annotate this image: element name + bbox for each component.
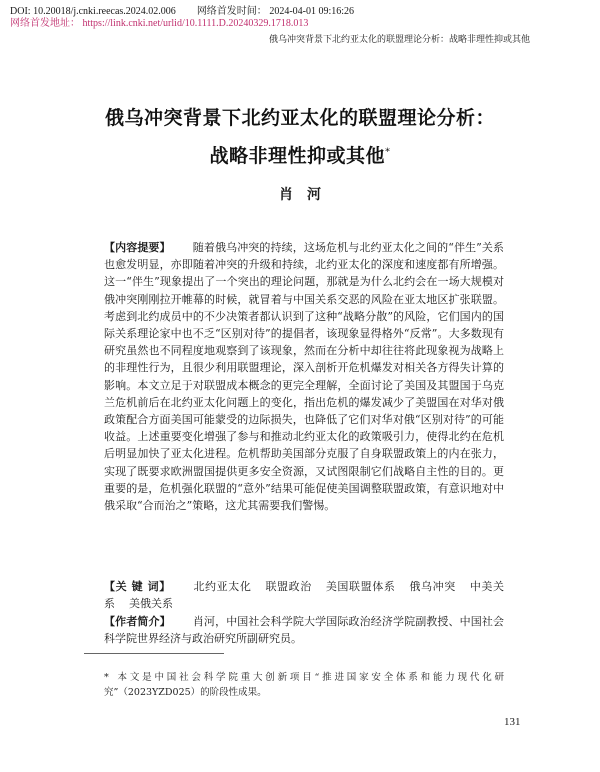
published-label: 网络首发时间： — [196, 6, 267, 17]
running-title: 俄乌冲突背景下北约亚太化的联盟理论分析：战略非理性抑或其他 — [268, 35, 530, 45]
url-label: 网络首发地址： — [10, 18, 80, 29]
article-title-line2 — [0, 141, 600, 168]
abstract — [104, 239, 504, 514]
footnote-text: 本文是中国社会科学院重大创新项目“推进国家安全体系和能力现代化研究”（2023YZD025）的阶段性成果。 — [104, 672, 504, 698]
footnote — [104, 670, 504, 700]
author-bio — [104, 613, 504, 647]
doi-value[interactable]: 10.20018/j.cnki.reecas.2024.02.006 — [33, 6, 176, 17]
title-line1-text: 俄乌冲突背景下北约亚太化的联盟理论分析： — [104, 107, 495, 129]
footnote-divider — [84, 653, 224, 654]
keyword: 北约亚太化 — [192, 580, 252, 593]
keyword: 联盟政治 — [265, 580, 312, 593]
doi-label: DOI: — [10, 6, 31, 17]
keyword: 中美关系 — [104, 580, 505, 611]
url-link[interactable]: https://link.cnki.net/urlid/10.1111.D.20240329.1718.013 — [82, 18, 309, 29]
abstract-label: 【内容提要】 — [104, 241, 171, 254]
article-title-line1 — [0, 103, 600, 130]
author-bio-label: 【作者简介】 — [104, 615, 171, 628]
published-time: 2024-04-01 09:16:26 — [269, 6, 355, 17]
keyword: 美国联盟体系 — [325, 580, 396, 593]
keyword: 俄乌冲突 — [409, 580, 456, 593]
cnki-url-line — [10, 18, 308, 29]
keywords-label: 【关 键 词】 — [104, 580, 171, 593]
footnote-mark: * — [104, 672, 109, 683]
title-line2-text: 战略非理性抑或其他 — [209, 145, 385, 167]
keywords — [104, 578, 504, 612]
author-bio-text: 肖河，中国社会科学院大学国际政治经济学院副教授、中国社会科学院世界经济与政治研究所副研究员。 — [104, 615, 505, 646]
title-footnote-mark[interactable]: * — [385, 146, 391, 158]
cnki-doi-line — [10, 6, 354, 17]
author-name: 肖河 — [279, 187, 335, 203]
abstract-text: 随着俄乌冲突的持续，这场危机与北约亚太化之间的“伴生”关系也愈发明显，亦即随着冲突的升级和持续，北约亚太化的深度和速度都有所增强。这一“伴生”现象提出了一个突出的理论问题，那就是为什么北约会在一场大规模对俄冲突刚刚拉开帷幕的时候，就冒着与中国关系交恶的风险在亚太地区扩张联盟。考虑到北约成员中的不少决策者都认识到了这种“战略分散”的风险，它们国内的国际关系理论家中也不乏“区别对待”的提倡者，该现象显得格外“反常”。大多数现有研究虽然也不同程度地观察到了该现象，然而在分析中却往往将此现象视为战略上的非理性行为，且很少利用联盟理论，深入剖析开危机爆发对相关各方得失计算的影响。本文立足于对联盟成本概念的更完全理解，全面讨论了美国及其盟国于乌克兰危机前后在北约亚太化问题上的变化，指出危机的爆发减少了美盟国在对华对俄政策配合方面美国可能蒙受的边际损失，也降低了它们对华对俄“区别对待”的可能收益。上述重要变化增强了参与和推动北约亚太化的政策吸引力，使得北约在危机后明显加快了亚太化进程。危机帮助美国部分克服了自身联盟政策上的内在张力，实现了既要求欧洲盟国提供更多安全资源，又试图限制它们战略自主性的目的。更重要的是，危机强化联盟的“意外”结果可能促使美国调整联盟政策，有意识地对中俄采取“合而治之”策略，这尤其需要我们警惕。 — [104, 241, 505, 513]
page-number: 131 — [504, 716, 521, 728]
keyword: 美俄关系 — [129, 597, 173, 611]
